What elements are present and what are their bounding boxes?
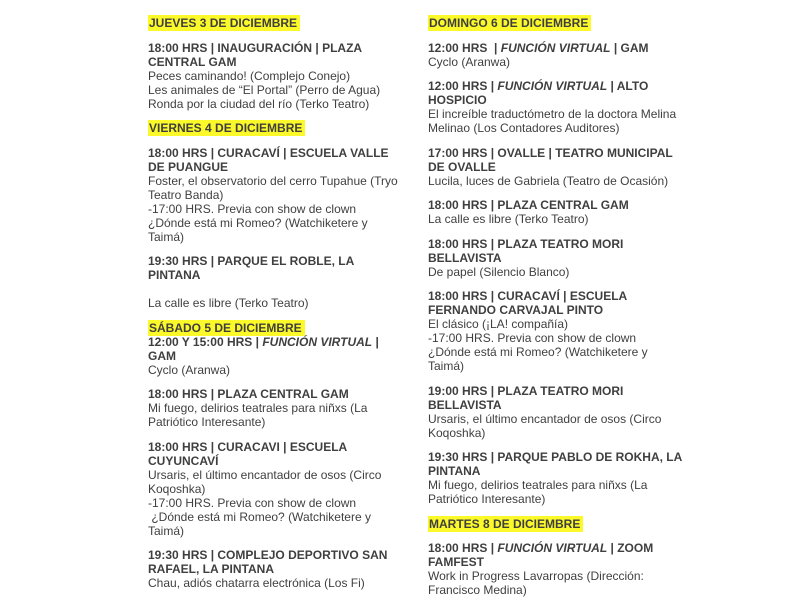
date-header-highlight: SÁBADO 5 DE DICIEMBRE — [148, 320, 305, 336]
event-title-segment: BELLAVISTA — [428, 397, 502, 412]
event-description — [428, 569, 700, 597]
event-title-line — [428, 398, 700, 412]
date-header — [148, 121, 420, 135]
event-description-line: Peces caminando! (Complejo Conejo) — [148, 68, 351, 83]
event-title-segment: 18:00 HRS | PLAZA TEATRO MORI — [428, 236, 624, 251]
date-header — [148, 16, 420, 30]
date-header — [148, 321, 420, 335]
event-title — [428, 541, 700, 569]
event-title-line — [428, 237, 700, 251]
event-description — [428, 212, 700, 226]
event-description-line: Ronda por la ciudad del río (Terko Teatro) — [148, 96, 370, 111]
event-title-line — [428, 251, 700, 265]
event-description — [428, 55, 700, 69]
event-description-line: Mi fuego, delirios teatrales para niñxs (La — [148, 401, 368, 415]
event-description-line: Patriótico Interesante) — [148, 415, 266, 429]
event-description-line: Teatro Banda) — [148, 187, 224, 202]
event-description-line: Taimá) — [148, 523, 185, 538]
event-title-segment: | GAM — [610, 40, 649, 55]
event-title-line — [428, 303, 700, 317]
event-title-segment: | ALTO — [607, 79, 649, 93]
event-title-segment: HOSPICIO — [428, 93, 487, 107]
event-title-segment: RAFAEL, LA PINTANA — [148, 562, 274, 576]
date-header-highlight: VIERNES 4 DE DICIEMBRE — [148, 120, 305, 136]
event-description-line: El clásico (¡LA! compañía) — [428, 317, 569, 331]
event-title-line — [148, 254, 420, 268]
event-description-line: Work in Progress Lavarropas (Dirección: — [428, 569, 644, 583]
event-title-line — [428, 384, 700, 398]
date-header-highlight: MARTES 8 DE DICIEMBRE — [428, 516, 583, 532]
event-title-line — [148, 335, 420, 349]
event-title — [428, 384, 700, 412]
date-header-highlight: JUEVES 3 DE DICIEMBRE — [148, 15, 300, 31]
event-title-line — [428, 160, 700, 174]
event-title-line — [148, 146, 420, 160]
event-title-line — [148, 387, 420, 401]
event-description-line: Patriótico Interesante) — [428, 492, 546, 506]
event-title-segment: PINTANA — [148, 268, 201, 282]
event-title-segment: | ZOOM — [607, 541, 654, 555]
event-description-line: ¿Dónde está mi Romeo? (Watchiketere y — [428, 345, 648, 359]
event-title-segment: 18:00 HRS | PLAZA CENTRAL GAM — [428, 198, 629, 212]
event-description-line: Ursaris, el último encantador de osos (Circo — [148, 467, 382, 482]
event-description-line: Ursaris, el último encantador de osos (Circo — [428, 411, 662, 426]
event-title — [148, 335, 420, 363]
event-description-line: La calle es libre (Terko Teatro) — [148, 296, 309, 310]
event-title — [148, 146, 420, 174]
event-title-segment: | — [372, 334, 379, 349]
event-title-segment: 19:30 HRS | PARQUE PABLO DE ROKHA, LA — [428, 450, 683, 464]
event-title-line — [428, 146, 700, 160]
event-description-line: ¿Dónde está mi Romeo? (Watchiketere y — [148, 215, 368, 230]
event-title-segment: 17:00 HRS | OVALLE | TEATRO MUNICIPAL — [428, 145, 673, 160]
event-description — [428, 265, 700, 279]
event-title-line — [148, 454, 420, 468]
event-description-line: Mi fuego, delirios teatrales para niñxs (La — [428, 478, 648, 492]
event-title — [428, 289, 700, 317]
event-title-italic-segment: FUNCIÓN VIRTUAL — [497, 79, 608, 93]
event-title-segment: 12:00 HRS | — [428, 79, 498, 93]
event-title-line — [148, 548, 420, 562]
event-title — [148, 440, 420, 468]
event-description-line: Francisco Medina) — [428, 583, 527, 597]
event-title-segment: FAMFEST — [428, 555, 484, 569]
event-title-line — [148, 562, 420, 576]
event-description — [148, 401, 420, 429]
event-title-line — [428, 93, 700, 107]
event-description-line: El increíble traductómetro de la doctora Melina — [428, 107, 677, 121]
event-description-line: -17:00 HRS. Previa con show de clown — [428, 331, 637, 345]
event-title-line — [148, 55, 420, 69]
event-title-line — [428, 555, 700, 569]
event-title-segment: 12:00 HRS | — [428, 40, 501, 55]
schedule-column — [148, 16, 420, 590]
event-title-segment: FERNANDO CARVAJAL PINTO — [428, 303, 604, 317]
event-description — [148, 69, 420, 111]
event-title-segment: 18:00 HRS | CURACAVÍ | ESCUELA — [428, 289, 628, 303]
event-title-line — [428, 289, 700, 303]
event-title-line — [148, 440, 420, 454]
event-description-line: Taimá) — [428, 359, 465, 373]
event-title-line — [428, 464, 700, 478]
event-description — [148, 174, 420, 244]
event-description — [148, 468, 420, 538]
event-description-line: Koqoshka) — [148, 481, 206, 496]
event-description-line: Chau, adiós chatarra electrónica (Los Fi) — [148, 576, 365, 590]
schedule-column — [428, 16, 700, 597]
event-description-line: Les animales de “El Portal” (Perro de Agua) — [148, 82, 381, 97]
event-title-segment: 19:00 HRS | PLAZA TEATRO MORI — [428, 383, 624, 398]
event-description-line: Cyclo (Aranwa) — [428, 54, 511, 69]
schedule — [148, 16, 700, 597]
event-title-segment: 18:00 HRS | CURACAVÍ | ESCUELA VALLE — [148, 145, 389, 160]
event-description — [428, 412, 700, 440]
event-description — [428, 478, 700, 506]
event-description — [428, 317, 700, 373]
event-description — [428, 107, 700, 135]
event-title-segment: 18:00 HRS | INAUGURACIÓN | PLAZA — [148, 40, 363, 55]
event-title-line — [148, 349, 420, 363]
event-title — [148, 254, 420, 282]
event-title — [428, 198, 700, 212]
event-description-line: Foster, el observatorio del cerro Tupahue (Tryo — [148, 173, 398, 188]
event-title — [428, 237, 700, 265]
date-header-highlight: DOMINGO 6 DE DICIEMBRE — [428, 15, 591, 31]
event-description — [428, 174, 700, 188]
event-title-italic-segment: FUNCIÓN VIRTUAL — [497, 541, 608, 555]
event-title — [148, 548, 420, 576]
event-title-segment: 18:00 HRS | CURACAVI | ESCUELA — [148, 439, 348, 454]
event-description-line: Melinao (Los Contadores Auditores) — [428, 121, 620, 135]
date-header — [428, 517, 700, 531]
event-title-line — [148, 41, 420, 55]
event-title-segment: DE PUANGUE — [148, 159, 229, 174]
event-title — [148, 387, 420, 401]
event-title-line — [428, 41, 700, 55]
event-description — [148, 576, 420, 590]
event-title-line — [148, 268, 420, 282]
event-description-line: Koqoshka) — [428, 425, 486, 440]
event-description-line: De papel (Silencio Blanco) — [428, 264, 570, 279]
event-title-segment: 19:30 HRS | COMPLEJO DEPORTIVO SAN — [148, 548, 388, 562]
event-title — [428, 146, 700, 174]
event-description-line: Lucila, luces de Gabriela (Teatro de Ocasión) — [428, 173, 669, 188]
event-title-segment: PINTANA — [428, 464, 481, 478]
event-title-segment: 18:00 HRS | PLAZA CENTRAL GAM — [148, 387, 349, 401]
event-title-segment: GAM — [148, 348, 176, 363]
event-title-line — [148, 160, 420, 174]
event-title-segment: CENTRAL GAM — [148, 54, 237, 69]
event-description — [148, 363, 420, 377]
event-title-line — [428, 541, 700, 555]
event-title-italic-segment: FUNCIÓN VIRTUAL — [500, 40, 611, 55]
event-title-segment: DE OVALLE — [428, 159, 496, 174]
event-title-line — [428, 79, 700, 93]
event-title — [428, 450, 700, 478]
event-description — [148, 296, 420, 310]
event-description-line: -17:00 HRS. Previa con show de clown — [148, 201, 357, 216]
event-title-line — [428, 198, 700, 212]
event-title — [428, 79, 700, 107]
date-header — [428, 16, 700, 30]
event-title-segment: 18:00 HRS | — [428, 541, 498, 555]
event-title-line — [428, 450, 700, 464]
event-description-line: Taimá) — [148, 229, 185, 244]
event-title — [148, 41, 420, 69]
event-title-segment: CUYUNCAVÍ — [148, 453, 219, 468]
event-title-segment: BELLAVISTA — [428, 250, 502, 265]
event-description-line: La calle es libre (Terko Teatro) — [428, 212, 589, 226]
event-description-line: ¿Dónde está mi Romeo? (Watchiketere y — [148, 509, 371, 524]
event-description-line: -17:00 HRS. Previa con show de clown — [148, 495, 357, 510]
event-description-line: Cyclo (Aranwa) — [148, 362, 231, 377]
event-title-segment: 19:30 HRS | PARQUE EL ROBLE, LA — [148, 254, 355, 268]
event-title-italic-segment: FUNCIÓN VIRTUAL — [262, 334, 373, 349]
event-title-segment: 12:00 Y 15:00 HRS | — [148, 334, 263, 349]
event-title — [428, 41, 700, 55]
